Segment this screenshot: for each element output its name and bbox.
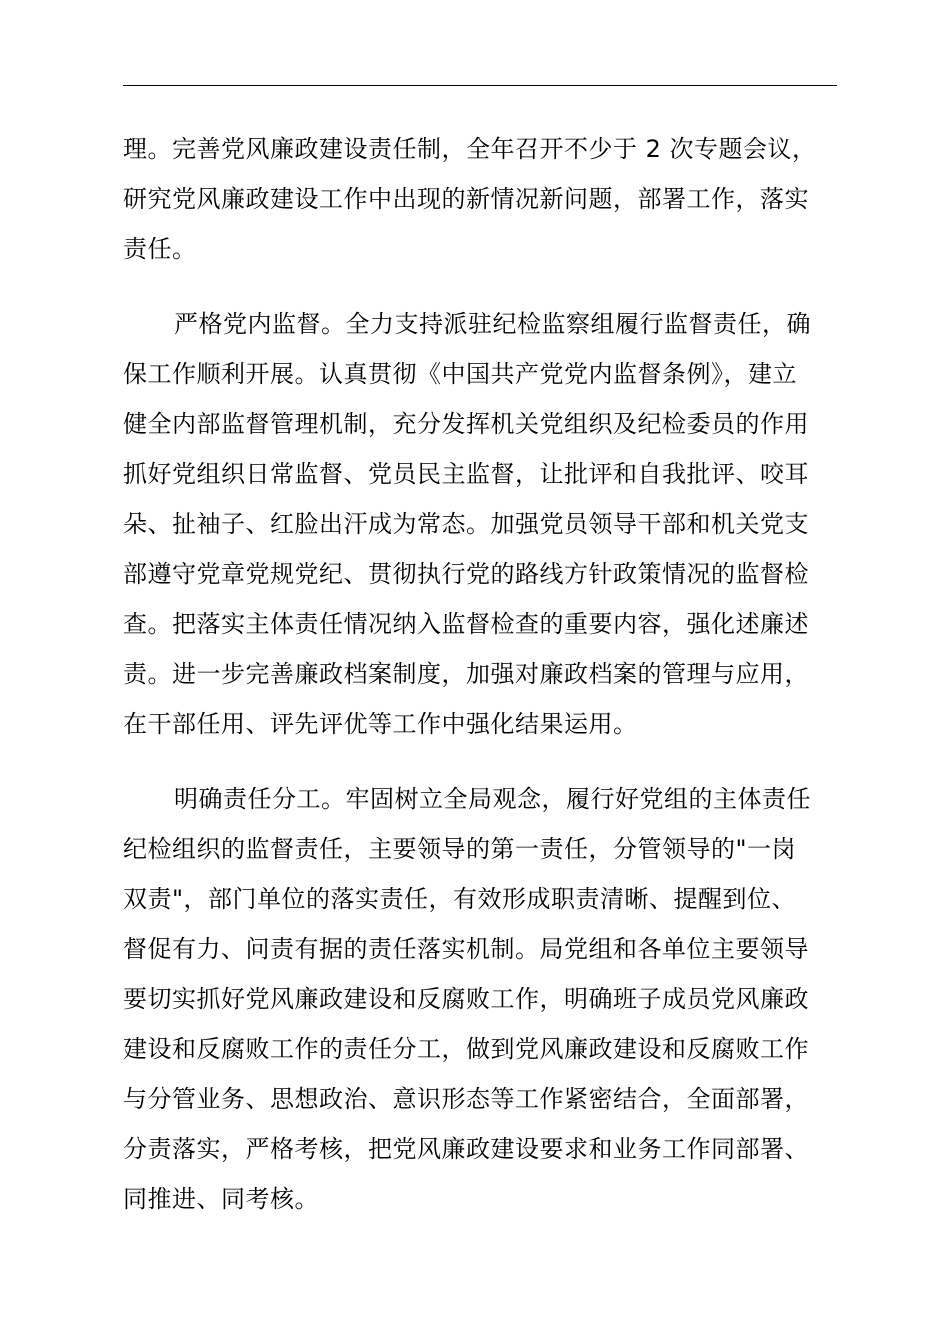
text-line: 部遵守党章党规党纪、贯彻执行党的路线方针政策情况的监督检: [123, 560, 809, 588]
text-line: 建设和反腐败工作的责任分工，做到党风廉政建设和反腐败工作: [123, 1035, 809, 1063]
paragraph-1: [123, 124, 837, 274]
text-line: 查。把落实主体责任情况纳入监督检查的重要内容，强化述廉述: [123, 610, 809, 638]
paragraph-3: [123, 774, 837, 1224]
text-line: 严格党内监督。全力支持派驻纪检监察组履行监督责任，确: [174, 310, 811, 338]
text-line: 分责落实，严格考核，把党风廉政建设要求和业务工作同部署、: [123, 1135, 809, 1163]
text-line: 责。进一步完善廉政档案制度，加强对廉政档案的管理与应用，: [123, 660, 809, 688]
text-line: 在干部任用、评先评优等工作中强化结果运用。: [123, 710, 638, 738]
text-line: 纪检组织的监督责任，主要领导的第一责任，分管领导的"一岗: [123, 835, 797, 863]
text-line: 督促有力、问责有据的责任落实机制。局党组和各单位主要领导: [123, 935, 809, 963]
document-body: [123, 124, 837, 1224]
text-line: 健全内部监督管理机制，充分发挥机关党组织及纪检委员的作用: [123, 410, 809, 438]
text-line: 保工作顺利开展。认真贯彻《中国共产党党内监督条例》，建立: [123, 360, 797, 388]
text-line: 同推进、同考核。: [123, 1185, 319, 1213]
text-line: 双责"，部门单位的落实责任，有效形成职责清晰、提醒到位、: [123, 885, 797, 913]
text-line: 研究党风廉政建设工作中出现的新情况新问题，部署工作，落实: [123, 185, 809, 213]
paragraph-2: [123, 299, 837, 749]
text-line: 理。完善党风廉政建设责任制，全年召开不少于 2 次专题会议，: [123, 135, 817, 163]
text-line: 要切实抓好党风廉政建设和反腐败工作，明确班子成员党风廉政: [123, 985, 809, 1013]
text-line: 抓好党组织日常监督、党员民主监督，让批评和自我批评、咬耳: [123, 460, 809, 488]
text-line: 与分管业务、思想政治、意识形态等工作紧密结合，全面部署，: [123, 1085, 809, 1113]
text-line: 责任。: [123, 235, 197, 263]
text-line: 明确责任分工。牢固树立全局观念，履行好党组的主体责任: [174, 785, 811, 813]
header-rule: [123, 85, 837, 86]
text-line: 朵、扯袖子、红脸出汗成为常态。加强党员领导干部和机关党支: [123, 510, 809, 538]
